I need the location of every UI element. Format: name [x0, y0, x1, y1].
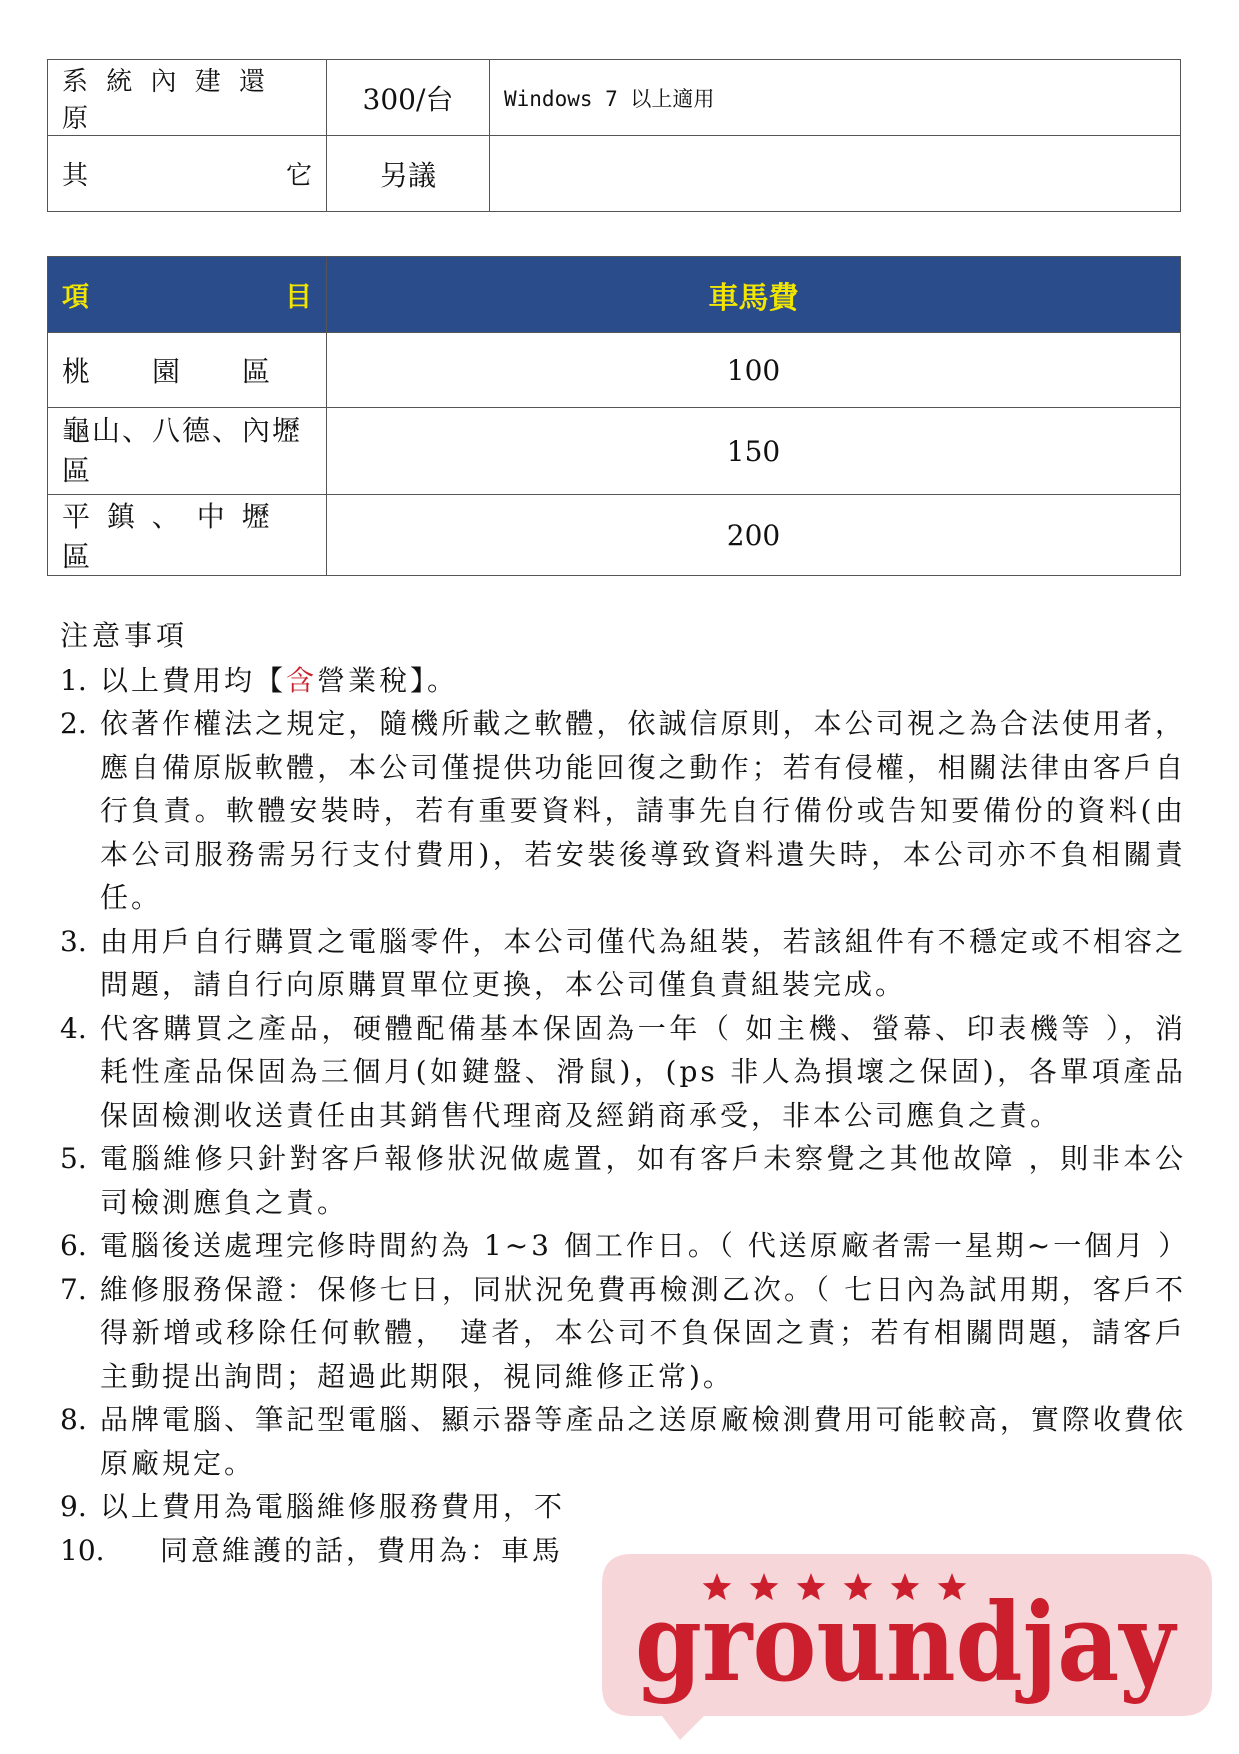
table-row: [48, 495, 1181, 576]
note-number: 9.: [60, 1490, 87, 1523]
note-text: 電腦後送處理完修時間約為 1~3 個工作日。（ 代送原廠者需一星期~一個月 ）: [100, 1229, 1190, 1262]
area-label: 平 鎮 、 中 壢 區: [48, 495, 327, 576]
note-text: 以上費用為電腦維修服務費用，不: [100, 1490, 566, 1523]
fee-value: 150: [327, 408, 1181, 495]
fee-value: 100: [327, 333, 1181, 408]
watermark-logo: [592, 1540, 1218, 1740]
service-price: 另議: [327, 136, 490, 212]
fee-value: 200: [327, 495, 1181, 576]
note-text: 維修服務保證：保修七日，同狀況免費再檢測乙次。（ 七日內為試用期，客戶不得新增或移除任何軟體， 違者，本公司不負保固之責；若有相關問題，請客戶主動提出詢問；超過此期限，視同維修正常)。: [100, 1272, 1186, 1393]
service-note: [490, 136, 1181, 212]
list-item: [60, 1398, 1186, 1485]
list-item: [60, 702, 1186, 920]
notes-title: 注意事項: [60, 619, 189, 652]
note-number: 5.: [60, 1142, 87, 1175]
list-item: [60, 1137, 1186, 1224]
note-text: 依著作權法之規定，隨機所載之軟體，依誠信原則，本公司視之為合法使用者，應自備原版軟體，本公司僅提供功能回復之動作；若有侵權，相關法律由客戶自行負責。軟體安裝時，若有重要資料，請事先自行備份或告知要備份的資料(由本公司服務需另行支付費用)，若安裝後導致資料遺失時，本公司亦不負相關責任。: [100, 707, 1186, 914]
note-number: 4.: [60, 1011, 87, 1045]
table-header-row: [48, 257, 1181, 333]
note-text: 由用戶自行購買之電腦零件，本公司僅代為組裝，若該組件有不穩定或不相容之問題，請自行向原購買單位更換，本公司僅負責組裝完成。: [100, 924, 1186, 1001]
list-item: [60, 1224, 1190, 1268]
table-row: [48, 136, 1181, 212]
list-item: [60, 920, 1186, 1007]
note-text: 品牌電腦、筆記型電腦、顯示器等產品之送原廠檢測費用可能較高，實際收費依原廠規定。: [100, 1403, 1186, 1480]
note-number: 2.: [60, 707, 87, 740]
list-item: [60, 1268, 1186, 1399]
table-row: [48, 333, 1181, 408]
service-price-table: [47, 59, 1181, 212]
note-text: 同意維護的話，費用為：車馬: [160, 1533, 564, 1567]
service-note: Windows 7 以上適用: [490, 60, 1181, 136]
note-number: 8.: [60, 1403, 87, 1436]
area-label: 龜山、八德、內壢 區: [48, 408, 327, 495]
table-row: [48, 408, 1181, 495]
note-number: 7.: [60, 1272, 87, 1306]
watermark-text: groundjay: [635, 1580, 1178, 1706]
service-item: 其 它: [48, 136, 327, 212]
header-fee: 車馬費: [327, 257, 1181, 333]
list-item: [60, 1007, 1186, 1138]
note-number: 6.: [60, 1229, 87, 1262]
note-text: 以上費用均【含營業稅】。: [100, 663, 459, 697]
list-item: [60, 1485, 1186, 1529]
header-item: 項 目: [48, 257, 327, 333]
note-text: 代客購買之產品，硬體配備基本保固為一年（ 如主機、螢幕、印表機等 ），消耗性產品保固為三個月(如鍵盤、滑鼠)，(ps 非人為損壞之保固)，各單項產品保固檢測收送責任由其銷售代理商及經銷商承受，非本公司應負之責。: [100, 1011, 1186, 1132]
note-text: 電腦維修只針對客戶報修狀況做處置，如有客戶未察覺之其他故障 ，則非本公司檢測應負之責。: [100, 1142, 1186, 1219]
note-number: 3.: [60, 924, 87, 958]
area-label: 桃 園 區: [48, 333, 327, 408]
list-item: [60, 659, 1186, 703]
table-row: [48, 60, 1181, 136]
note-number: 10.: [60, 1533, 105, 1567]
service-item: 系 統 內 建 還 原: [48, 60, 327, 136]
notes-section: [60, 614, 1190, 1572]
service-price: 300/台: [327, 60, 490, 136]
travel-fee-table: [47, 256, 1181, 576]
note-number: 1.: [60, 663, 87, 697]
highlight-text: 含: [286, 663, 318, 697]
